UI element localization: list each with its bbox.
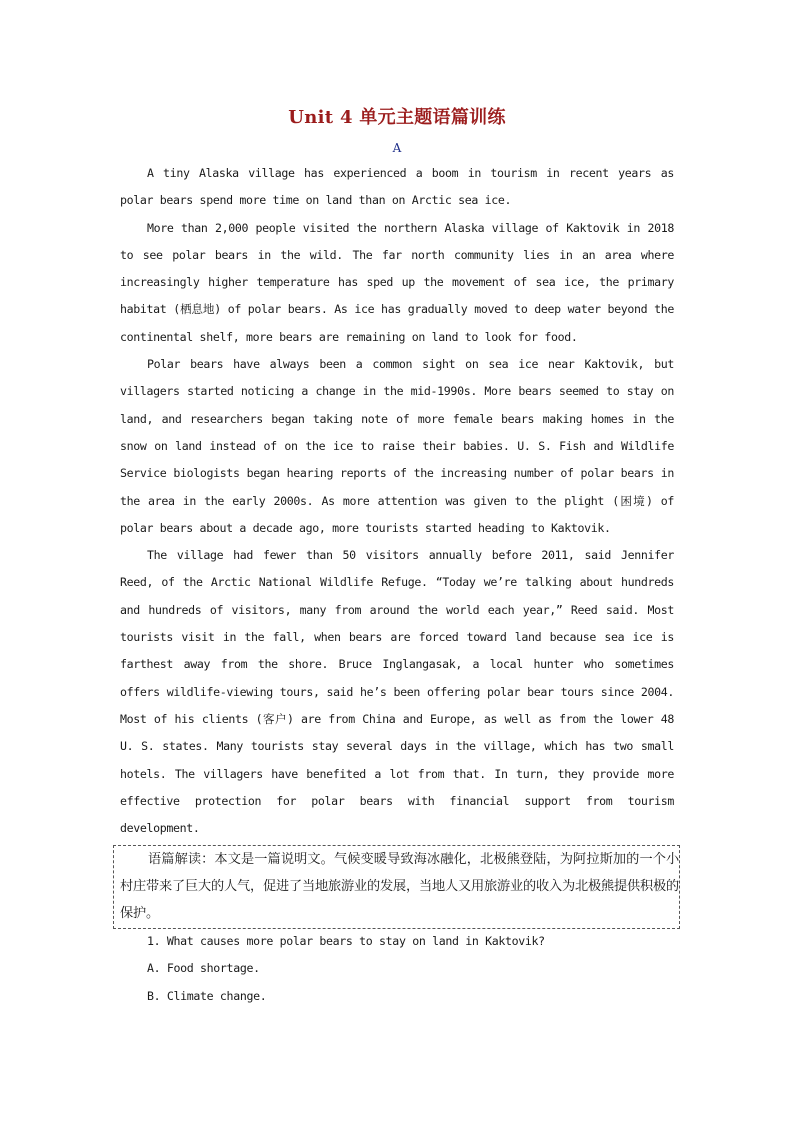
passage-analysis-box: [113, 845, 680, 929]
question-1-stem: 1. What causes more polar bears to stay on land in Kaktovik?: [147, 934, 545, 948]
passage-body: [120, 160, 674, 842]
page-title: Unit 4 单元主题语篇训练: [288, 107, 506, 128]
paragraph-4: The village had fewer than 50 visitors annually before 2011, said Jennifer Reed, of the Arctic National Wildlife Refuge. “Today we’re talking about hundreds and hundreds of visitors, many from around the world each year,” Reed said. Most tourists visit in the fall, when bears are forced toward land because sea ice is farthest away from the shore. Bruce Inglangasak, a local hunter who sometimes offers wildlife-viewing tours, said he’s been offering polar bear tours since 2004. Most of his clients (客户) are from China and Europe, as well as from the lower 48 U. S. states. Many tourists stay several days in the village, which has two small hotels. The villagers have benefited a lot from that. In turn, they provide more effective protection for polar bears with financial support from tourism development.: [120, 548, 674, 836]
paragraph-2: More than 2,000 people visited the northern Alaska village of Kaktovik in 2018 to see polar bears in the wild. The far north community lies in an area where increasingly higher temperature has sped up the movement of sea ice, the primary habitat (栖息地) of polar bears. As ice has gradually moved to deep water beyond the continental shelf, more bears are remaining on land to look for food.: [120, 220, 674, 344]
passage-label: A: [392, 141, 402, 155]
question-1-option-a: A. Food shortage.: [147, 961, 260, 976]
paragraph-3: Polar bears have always been a common sight on sea ice near Kaktovik, but villagers started noticing a change in the mid-1990s. More bears seemed to stay on land, and researchers began taking note of more female bears making homes in the snow on land instead of on the ice to raise their babies. U. S. Fish and Wildlife Service biologists began hearing reports of the increasing number of polar bears in the area in the early 2000s. As more attention was given to the plight (困境) of polar bears about a decade ago, more tourists started heading to Kaktovik.: [120, 357, 674, 535]
question-1-option-b: B. Climate change.: [147, 988, 267, 1003]
question-block: [120, 928, 674, 1010]
paragraph-1: A tiny Alaska village has experienced a boom in tourism in recent years as polar bears spend more time on land than on Arctic sea ice.: [120, 166, 674, 208]
passage-analysis-text: 语篇解读：本文是一篇说明文。气候变暖导致海冰融化，北极熊登陆，为阿拉斯加的一个小村庄带来了巨大的人气，促进了当地旅游业的发展，当地人又用旅游业的收入为北极熊提供积极的保护。: [120, 852, 679, 921]
